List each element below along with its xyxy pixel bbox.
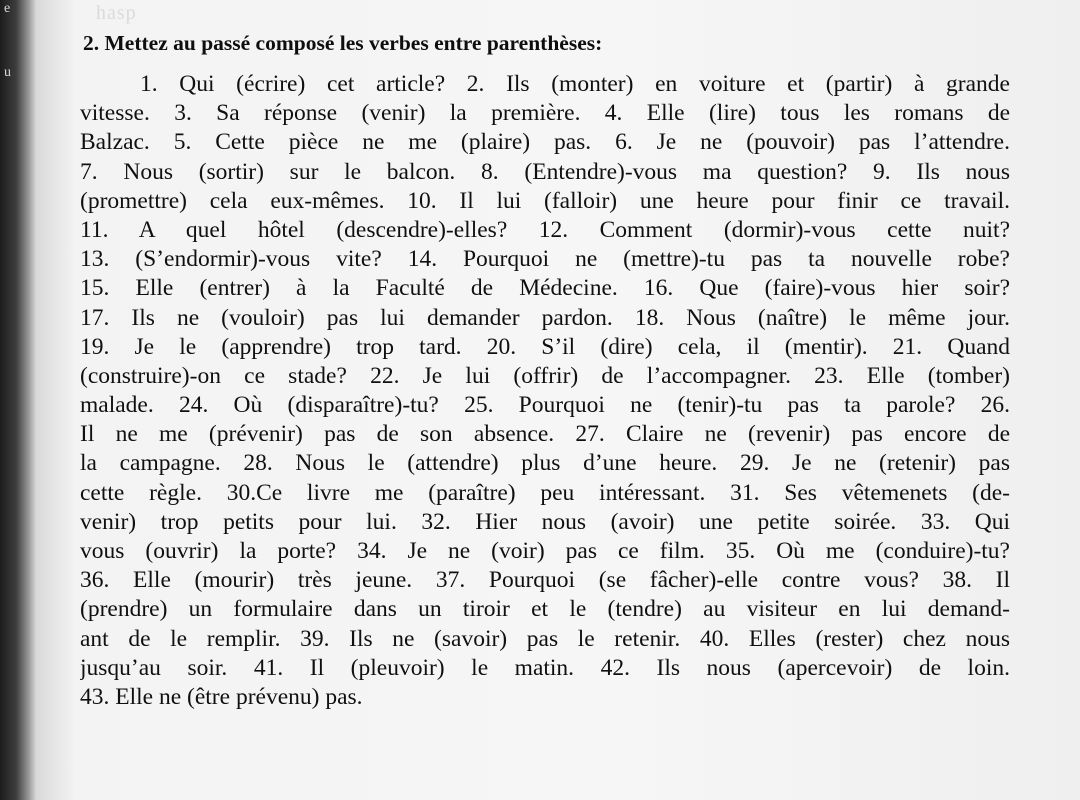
exercise-line: jusqu’au soir. 41. Il (pleuvoir) le matin. 42. Ils nous (apercevoir) de loin. [80, 654, 1010, 681]
exercise-heading: 2. Mettez au passé composé les verbes entre parenthèses: [83, 31, 603, 55]
exercise-line: cette règle. 30.Ce livre me (paraître) peu intéressant. 31. Ses vêtemenets (de- [80, 479, 1010, 506]
exercise-line: 7. Nous (sortir) sur le balcon. 8. (Entendre)-vous ma question? 9. Ils nous [80, 158, 1010, 185]
exercise-line: 1. Qui (écrire) cet article? 2. Ils (monter) en voiture et (partir) à grande [140, 71, 1010, 97]
exercise-line: ant de le remplir. 39. Ils ne (savoir) pas le retenir. 40. Elles (rester) chez nous [80, 625, 1010, 652]
exercise-line: (construire)-on ce stade? 22. Je lui (offrir) de l’accompagner. 23. Elle (tomber) [80, 362, 1010, 389]
exercise-line: vitesse. 3. Sa réponse (venir) la première. 4. Elle (lire) tous les romans de [80, 100, 1010, 127]
exercise-line: 43. Elle ne (être prévenu) pas. [80, 683, 363, 710]
exercise-line: 36. Elle (mourir) très jeune. 37. Pourquoi (se fâcher)-elle contre vous? 38. Il [80, 567, 1010, 594]
exercise-body [80, 70, 1010, 712]
exercise-line: 13. (S’endormir)-vous vite? 14. Pourquoi ne (mettre)-tu pas ta nouvelle robe? [80, 246, 1010, 273]
exercise-line: 19. Je le (apprendre) trop tard. 20. S’il (dire) cela, il (mentir). 21. Quand [80, 333, 1010, 360]
spine-mark: e [4, 1, 11, 16]
spine-mark: u [4, 65, 11, 80]
exercise-line: 17. Ils ne (vouloir) pas lui demander pardon. 18. Nous (naître) le même jour. [80, 304, 1010, 331]
bleed-through-text: hasp [96, 2, 137, 24]
exercise-line: (prendre) un formulaire dans un tiroir et le (tendre) au visiteur en lui demand- [80, 596, 1010, 623]
exercise-line: venir) trop petits pour lui. 32. Hier nous (avoir) une petite soirée. 33. Qui [80, 508, 1010, 535]
exercise-line: Balzac. 5. Cette pièce ne me (plaire) pas. 6. Je ne (pouvoir) pas l’attendre. [80, 129, 1010, 156]
exercise-line: Il ne me (prévenir) pas de son absence. 27. Claire ne (revenir) pas encore de [80, 421, 1010, 448]
exercise-line: 15. Elle (entrer) à la Faculté de Médecine. 16. Que (faire)-vous hier soir? [80, 275, 1010, 302]
exercise-line: 11. A quel hôtel (descendre)-elles? 12. Comment (dormir)-vous cette nuit? [80, 216, 1010, 243]
book-spine [0, 0, 36, 800]
book-page [36, 0, 1080, 800]
exercise-line: (promettre) cela eux-mêmes. 10. Il lui (falloir) une heure pour finir ce travail. [80, 187, 1010, 214]
exercise-line: malade. 24. Où (disparaître)-tu? 25. Pourquoi ne (tenir)-tu pas ta parole? 26. [80, 392, 1010, 419]
exercise-line: vous (ouvrir) la porte? 34. Je ne (voir) pas ce film. 35. Où me (conduire)-tu? [80, 538, 1010, 564]
exercise-line: la campagne. 28. Nous le (attendre) plus d’une heure. 29. Je ne (retenir) pas [80, 450, 1010, 477]
